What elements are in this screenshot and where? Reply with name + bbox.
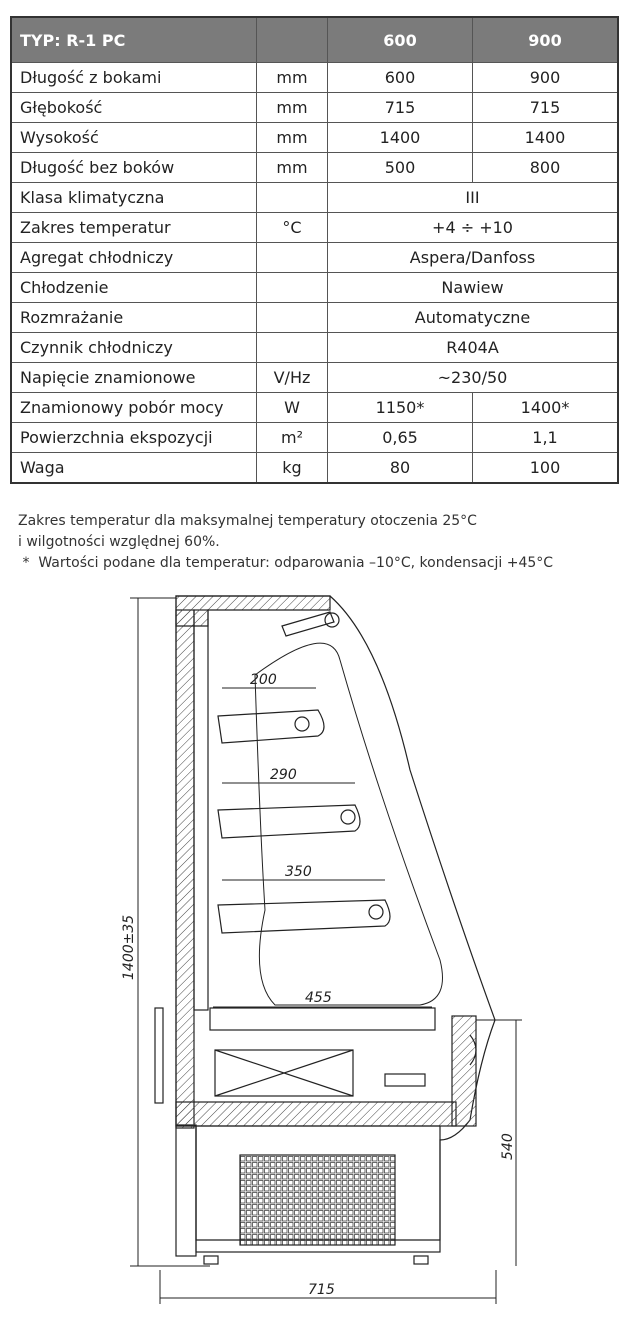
- base-deck: [210, 1008, 435, 1030]
- header-col-900: 900: [473, 17, 619, 63]
- dim-height: 1400±35: [121, 914, 137, 980]
- row-value: Nawiew: [328, 273, 619, 303]
- row-unit: [257, 243, 328, 273]
- table-row: [11, 63, 618, 93]
- row-value-600: 1400: [328, 123, 473, 153]
- row-unit: [257, 303, 328, 333]
- row-value-900: 900: [473, 63, 619, 93]
- header-col-600: 600: [328, 17, 473, 63]
- row-value: +4 ÷ +10: [328, 213, 619, 243]
- row-label: Chłodzenie: [11, 273, 257, 303]
- row-unit: mm: [257, 93, 328, 123]
- table-row: [11, 93, 618, 123]
- row-value-600: 1150*: [328, 393, 473, 423]
- row-value-600: 500: [328, 153, 473, 183]
- dim-base-height: 540: [500, 1133, 516, 1160]
- row-unit: °C: [257, 213, 328, 243]
- row-unit: m²: [257, 423, 328, 453]
- header-type: TYP: R-1 PC: [11, 17, 257, 63]
- note-line-1: Zakres temperatur dla maksymalnej temperatury otoczenia 25°C: [18, 513, 477, 529]
- dim-base: 455: [305, 990, 332, 1006]
- table-row: [11, 243, 618, 273]
- row-label: Napięcie znamionowe: [11, 363, 257, 393]
- row-value-600: 600: [328, 63, 473, 93]
- row-value: R404A: [328, 333, 619, 363]
- back-wall: [176, 610, 194, 1128]
- table-header-row: [11, 17, 618, 63]
- row-label: Długość bez boków: [11, 153, 257, 183]
- row-label: Znamionowy pobór mocy: [11, 393, 257, 423]
- row-label: Czynnik chłodniczy: [11, 333, 257, 363]
- row-value-900: 1400: [473, 123, 619, 153]
- table-row: [11, 273, 618, 303]
- vent-grill: [240, 1155, 395, 1245]
- row-value: Automatyczne: [328, 303, 619, 333]
- technical-drawing: [0, 580, 629, 1336]
- row-label: Agregat chłodniczy: [11, 243, 257, 273]
- row-value-600: 80: [328, 453, 473, 484]
- row-unit: W: [257, 393, 328, 423]
- row-label: Rozmrażanie: [11, 303, 257, 333]
- row-label: Wysokość: [11, 123, 257, 153]
- row-value-600: 715: [328, 93, 473, 123]
- row-unit: [257, 273, 328, 303]
- shelf-2: [218, 805, 360, 838]
- row-value: Aspera/Danfoss: [328, 243, 619, 273]
- note-line-2: i wilgotności względnej 60%.: [18, 534, 220, 550]
- row-unit: [257, 333, 328, 363]
- row-value: ~230/50: [328, 363, 619, 393]
- table-row: [11, 213, 618, 243]
- header-unit: [257, 17, 328, 63]
- row-value: III: [328, 183, 619, 213]
- table-row: [11, 363, 618, 393]
- row-label: Zakres temperatur: [11, 213, 257, 243]
- row-label: Waga: [11, 453, 257, 484]
- spec-table: [10, 16, 619, 484]
- dim-shelf-2: 290: [270, 767, 297, 783]
- dim-depth: 715: [308, 1282, 335, 1298]
- row-unit: V/Hz: [257, 363, 328, 393]
- row-label: Klasa klimatyczna: [11, 183, 257, 213]
- row-label: Powierzchnia ekspozycji: [11, 423, 257, 453]
- row-value-900: 800: [473, 153, 619, 183]
- notes: [18, 511, 553, 574]
- cabinet-outline: [176, 596, 495, 1240]
- row-value-900: 100: [473, 453, 619, 484]
- base-hatch: [176, 1102, 456, 1126]
- row-unit: mm: [257, 63, 328, 93]
- row-label: Długość z bokami: [11, 63, 257, 93]
- row-value-600: 0,65: [328, 423, 473, 453]
- row-unit: mm: [257, 153, 328, 183]
- table-row: [11, 453, 618, 484]
- row-value-900: 1400*: [473, 393, 619, 423]
- table-row: [11, 153, 618, 183]
- table-row: [11, 393, 618, 423]
- table-row: [11, 123, 618, 153]
- table-row: [11, 183, 618, 213]
- row-unit: kg: [257, 453, 328, 484]
- table-row: [11, 303, 618, 333]
- dim-shelf-1: 200: [250, 672, 277, 688]
- dim-shelf-3: 350: [285, 864, 312, 880]
- row-label: Głębokość: [11, 93, 257, 123]
- row-unit: mm: [257, 123, 328, 153]
- note-line-3: * Wartości podane dla temperatur: odparowania –10°C, kondensacji +45°C: [18, 555, 554, 571]
- row-value-900: 715: [473, 93, 619, 123]
- shelf-3: [218, 900, 390, 933]
- table-row: [11, 333, 618, 363]
- row-value-900: 1,1: [473, 423, 619, 453]
- row-unit: [257, 183, 328, 213]
- table-row: [11, 423, 618, 453]
